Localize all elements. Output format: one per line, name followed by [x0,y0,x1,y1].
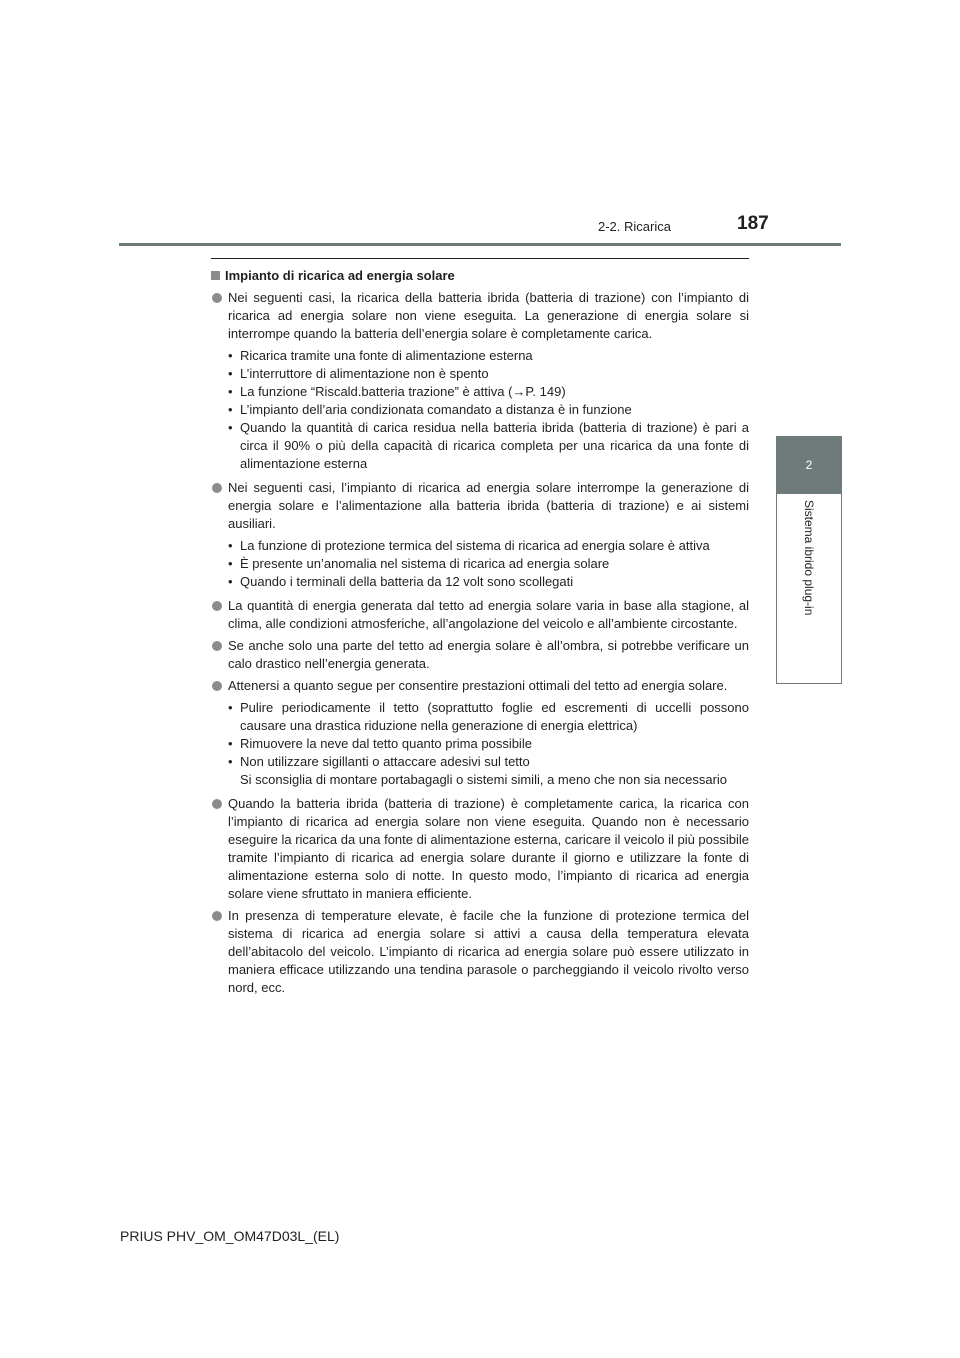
dot-marker-icon: • [228,556,233,571]
round-bullet-icon [212,293,222,303]
sub-list [228,347,749,473]
bullet-list [211,289,749,997]
sub-list-item [228,347,749,365]
header-divider [119,243,841,246]
sub-list-item [228,735,749,753]
sub-list-item [228,753,749,771]
sub-list-item [228,555,749,573]
bullet-item [211,677,749,695]
bullet-text: Se anche solo una parte del tetto ad energia solare è all’ombra, si potrebbe verificare un calo drastico nell’energia generata. [228,638,749,671]
dot-marker-icon: • [228,754,233,769]
round-bullet-icon [212,601,222,611]
sub-list-text: L’interruttore di alimentazione non è spento [240,366,489,381]
sub-list-text: La funzione di protezione termica del sistema di ricarica ad energia solare è attiva [240,538,710,553]
round-bullet-icon [212,911,222,921]
sub-list-item [228,419,749,473]
sub-list-text: Quando i terminali della batteria da 12 volt sono scollegati [240,574,574,589]
dot-marker-icon: • [228,574,233,589]
sub-list-text: Rimuovere la neve dal tetto quanto prima possibile [240,736,532,751]
sub-list-item [228,537,749,555]
sub-list-text: Pulire periodicamente il tetto (soprattutto foglie ed escrementi di uccelli possono causare una drastica riduzione nella generazione di energia elettrica) [240,700,749,733]
round-bullet-icon [212,799,222,809]
dot-marker-icon: • [228,736,233,751]
note-text: Si sconsiglia di montare portabagagli o sistemi simili, a meno che non sia necessario [240,772,728,787]
chapter-tab [776,436,842,494]
bullet-item [211,289,749,343]
sub-list [228,699,749,789]
bullet-item [211,479,749,533]
page-number: 187 [737,213,769,234]
bullet-item [211,795,749,903]
sub-list-item [228,383,749,401]
sub-list-text: È presente un’anomalia nel sistema di ricarica ad energia solare [240,556,610,571]
round-bullet-icon [212,483,222,493]
sub-list-text: Quando la quantità di carica residua nella batteria ibrida (batteria di trazione) è pari a circa il 90% o più della capacità di ricarica completa per una ricarica da una fonte di alimentazione esterna [240,420,749,471]
content-divider [211,258,749,259]
square-bullet-icon [211,271,220,280]
bullet-item [211,907,749,997]
sub-list-text: Ricarica tramite una fonte di alimentazione esterna [240,348,533,363]
document-code: PRIUS PHV_OM_OM47D03L_(EL) [120,1228,340,1244]
dot-marker-icon: • [228,348,233,363]
dot-marker-icon: • [228,538,233,553]
dot-marker-icon: • [228,384,233,399]
round-bullet-icon [212,681,222,691]
bullet-text: Nei seguenti casi, l’impianto di ricarica ad energia solare interrompe la generazione di energia solare e l’alimentazione alla batteria ibrida (batteria di trazione) e ai sistemi ausiliari. [228,480,749,531]
bullet-item [211,637,749,673]
bullet-text: La quantità di energia generata dal tetto ad energia solare varia in base alla stagione, al clima, alle condizioni atmosferiche, all’angolazione del veicolo e all’ambiente circostante. [228,598,749,631]
bullet-text: Nei seguenti casi, la ricarica della batteria ibrida (batteria di trazione) con l’impianto di ricarica ad energia solare non viene eseguita. La generazione di energia solare si interrompe quando la batteria dell’energia solare è completamente carica. [228,290,749,341]
round-bullet-icon [212,641,222,651]
sub-list-note [228,771,749,789]
bullet-text: Quando la batteria ibrida (batteria di trazione) è completamente carica, la ricarica con l’impianto di ricarica ad energia solare non viene eseguita. Quando non è necessario eseguire la ricarica da una fonte di alimentazione esterna, caricare il veicolo il più possibile tramite l’impianto di ricarica ad energia solare durante il giorno e utilizzare la fonte di alimentazione esterna solo di notte. In questo modo, l’impianto di ricarica ad energia solare viene sfruttato in maniera efficiente. [228,796,750,901]
section-header: 2-2. Ricarica [598,219,671,234]
bullet-text: Attenersi a quanto segue per consentire prestazioni ottimali del tetto ad energia solare. [228,678,728,693]
main-content [211,258,749,1001]
dot-marker-icon: • [228,366,233,381]
bullet-text: In presenza di temperature elevate, è facile che la funzione di protezione termica del sistema di ricarica ad energia solare si attivi a causa della temperatura elevata dell’abitacolo del veicolo. L’impianto di ricarica ad energia solare può essere utilizzato in maniera efficace utilizzando una tendina parasole o parcheggiando il veicolo rivolto verso nord, ecc. [228,908,749,995]
chapter-number: 2 [805,458,813,472]
section-title [211,267,749,285]
dot-marker-icon: • [228,420,233,435]
sub-list-text: L’impianto dell’aria condizionata comandato a distanza è in funzione [240,402,632,417]
chapter-label: Sistema ibrido plug-in [802,500,816,616]
sub-list-text: Non utilizzare sigillanti o attaccare adesivi sul tetto [240,754,530,769]
sub-list-item [228,365,749,383]
dot-marker-icon: • [228,700,233,715]
dot-marker-icon: • [228,402,233,417]
sub-list-text: La funzione “Riscald.batteria trazione” è attiva (→P. 149) [240,384,566,399]
bullet-item [211,597,749,633]
sub-list-item [228,699,749,735]
sub-list-item [228,573,749,591]
section-title-text: Impianto di ricarica ad energia solare [225,268,455,283]
sub-list [228,537,749,591]
sub-list-item [228,401,749,419]
